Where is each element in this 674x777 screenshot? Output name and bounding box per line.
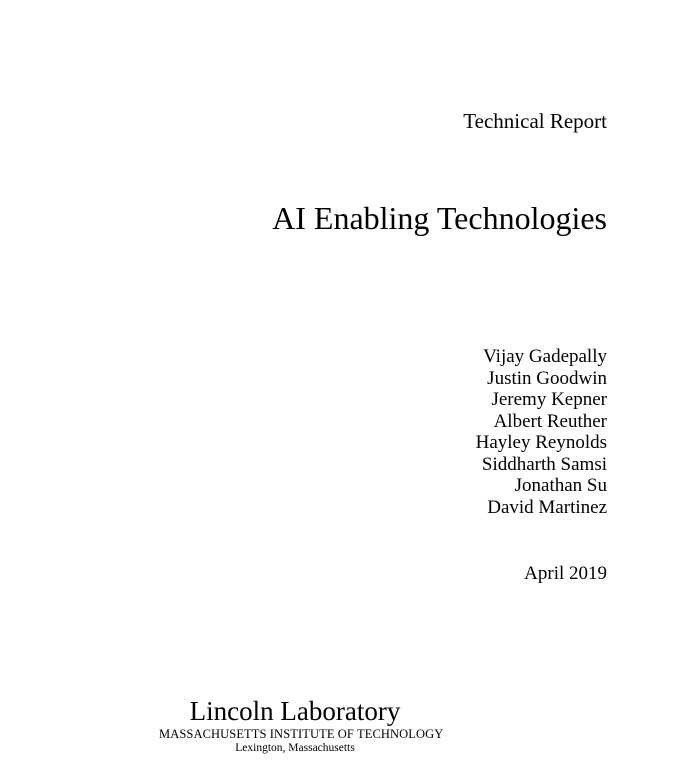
report-type: Technical Report: [463, 109, 607, 133]
publication-date: April 2019: [524, 563, 607, 584]
lab-name: Lincoln Laboratory: [189, 696, 401, 726]
author-name: Jonathan Su: [514, 475, 607, 496]
author-name: Jeremy Kepner: [491, 389, 607, 410]
author-name: Justin Goodwin: [487, 367, 607, 389]
institute-name: MASSACHUSETTS INSTITUTE OF TECHNOLOGY: [159, 727, 444, 741]
lab-location: Lexington, Massachusetts: [235, 742, 355, 754]
author-list: [476, 346, 607, 518]
author-name: Vijay Gadepally: [483, 346, 607, 367]
report-title: AI Enabling Technologies: [272, 200, 607, 236]
publisher-block: [159, 695, 444, 755]
author-name: Albert Reuther: [493, 410, 607, 432]
author-name: Siddharth Samsi: [481, 453, 607, 475]
author-name: David Martinez: [487, 496, 607, 518]
author-name: Hayley Reynolds: [475, 432, 607, 453]
